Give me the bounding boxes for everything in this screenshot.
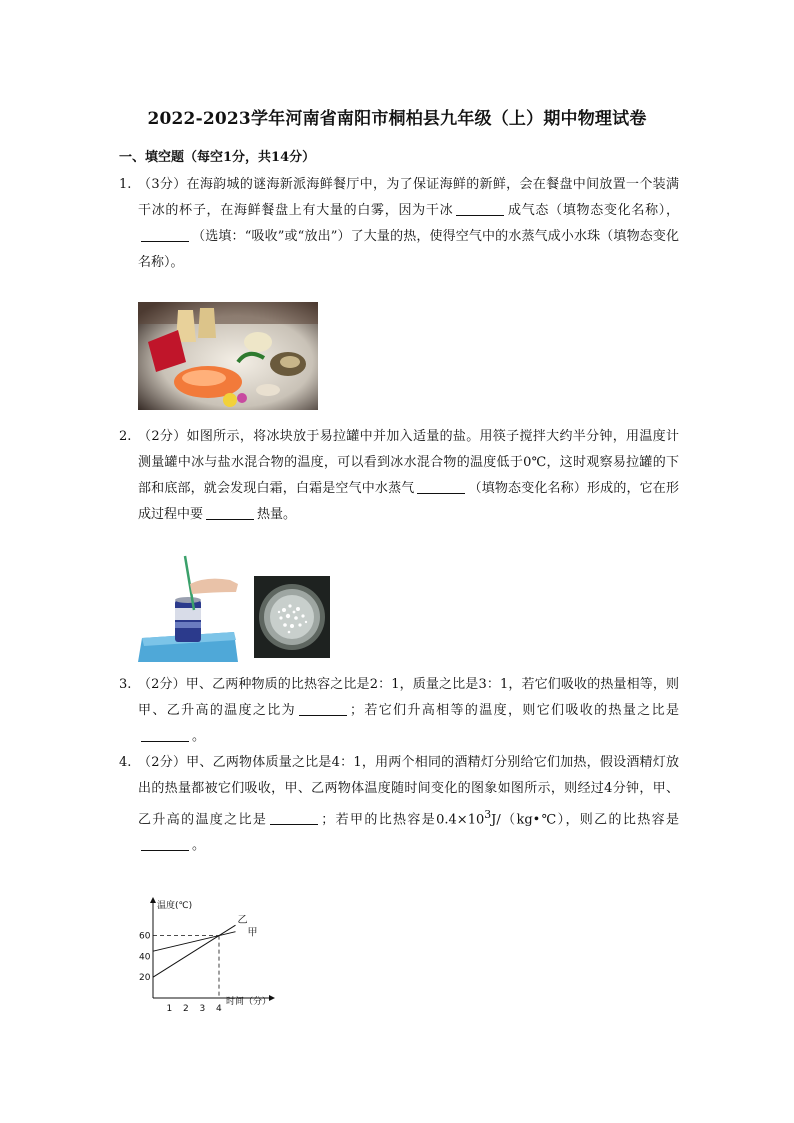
answer-blank[interactable] [141, 227, 189, 242]
answer-blank[interactable] [417, 479, 465, 494]
temperature-time-graph [136, 896, 296, 1014]
question-text: （2分）甲、乙两物体质量之比是4：1，用两个相同的酒精灯分别给它们加热，假设酒精灯放出的热量都被它们吸收，甲、乙两物体温度随时间变化的图象如图所示，则经过4分钟，甲、乙升高的温度之比是 ；若甲的比热容是$0.4\times 10^3J/(kg•℃)$，则乙的比热容是。 [138, 755, 679, 854]
question-4 [119, 750, 679, 859]
y-axis-arrow [150, 897, 156, 903]
can-stirring-photo [138, 550, 242, 664]
y-tick-label: 60 [139, 931, 151, 942]
question-2 [119, 424, 679, 528]
question-number: 4. [119, 755, 132, 770]
question-1 [119, 172, 679, 276]
x-axis-label: 时间（分） [226, 997, 272, 1007]
question-text: （3分）在海韵城的谜海新派海鲜餐厅中，为了保证海鲜的新鲜，会在餐盘中间放置一个装满干冰的杯子，在海鲜餐盘上有大量的白雾，因为干冰 成气态（填物态变化名称），（选填：“吸收”或“放出”）了大量的热，使得空气中的水蒸气成小水珠（填物态变化名称）。 [138, 177, 679, 270]
question-number: 3. [119, 677, 132, 692]
question-3 [119, 672, 679, 750]
series-line-jia [153, 932, 236, 952]
series-label-jia: 甲 [247, 927, 258, 939]
x-tick-label: 3 [199, 1004, 206, 1014]
question-text: （2分）如图所示，将冰块放于易拉罐中并加入适量的盐。用筷子搅拌大约半分钟，用温度计测量罐中冰与盐水混合物的温度，可以看到冰水混合物的温度低于0℃，这时观察易拉罐的下部和底部，就会发现白霜，白霜是空气中水蒸气 （填物态变化名称）形成的，它在形成过程中要 热量。 [138, 429, 679, 522]
y-tick-label: 40 [139, 952, 151, 963]
x-tick-label: 1 [166, 1004, 173, 1014]
answer-blank[interactable] [456, 201, 504, 216]
answer-blank[interactable] [270, 810, 318, 825]
answer-blank[interactable] [206, 505, 254, 520]
answer-blank[interactable] [141, 727, 189, 742]
x-tick-label: 4 [216, 1004, 222, 1014]
y-tick-label: 20 [139, 973, 151, 984]
seafood-platter-photo [138, 302, 318, 410]
question-text: （2分）甲、乙两种物质的比热容之比是2：1，质量之比是3：1，若它们吸收的热量相等，则甲、乙升高的温度之比为 ；若它们升高相等的温度，则它们吸收的热量之比是。 [138, 677, 679, 744]
series-label-yi: 乙 [237, 915, 248, 927]
document-title: 2022-2023学年河南省南阳市桐柏县九年级（上）期中物理试卷 [147, 109, 647, 129]
answer-blank[interactable] [141, 836, 189, 851]
series-line-yi [153, 925, 236, 977]
frost-can-bottom-photo [254, 576, 330, 658]
x-tick-label: 2 [183, 1004, 189, 1014]
section-heading: 一、填空题（每空1分，共14分） [119, 150, 316, 165]
question-number: 1. [119, 177, 132, 192]
answer-blank[interactable] [299, 701, 347, 716]
y-axis-label: 温度(℃) [157, 901, 193, 911]
question-number: 2. [119, 429, 132, 444]
